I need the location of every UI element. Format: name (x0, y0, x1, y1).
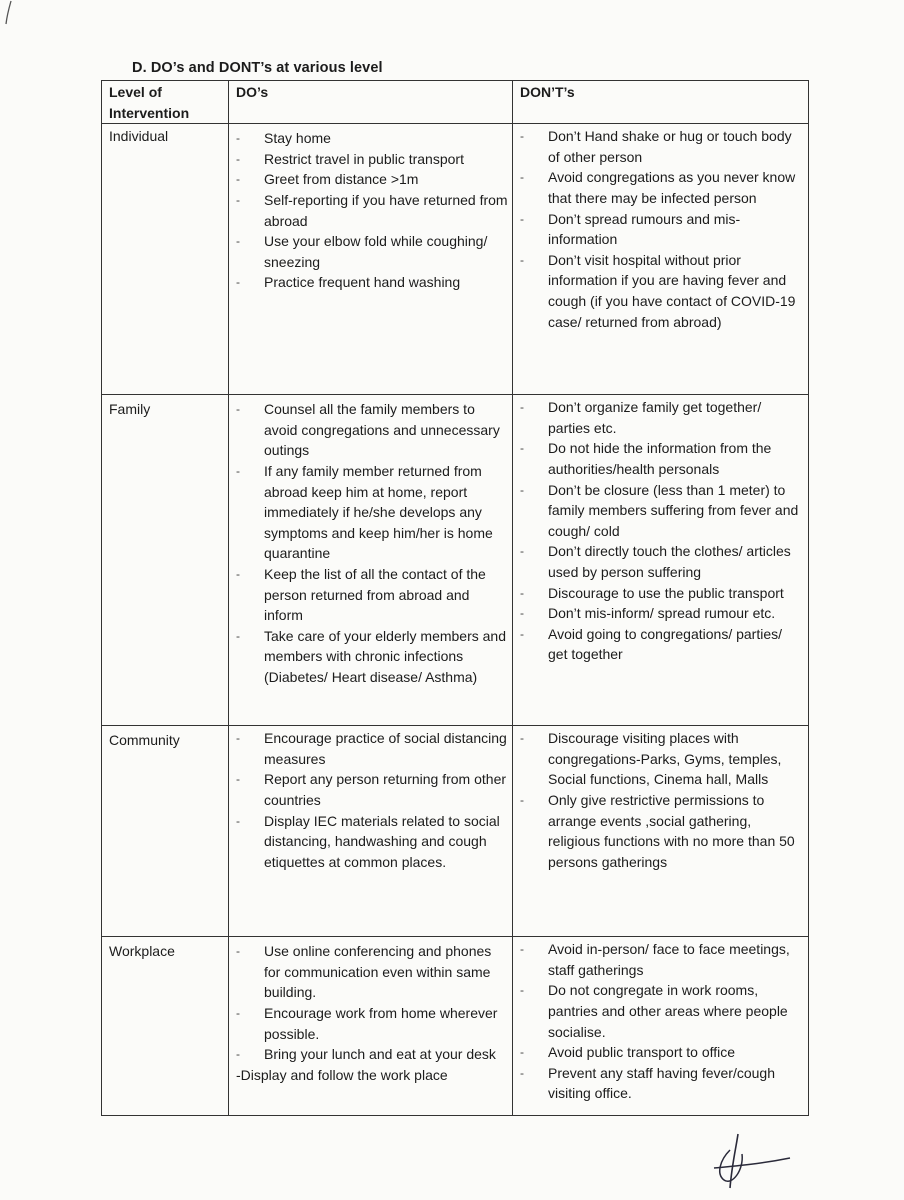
list-item: - Don’t directly touch the clothes/ articles used by person suffering (520, 541, 804, 582)
dos-cell (229, 124, 513, 395)
header-level: Level of Intervention (102, 81, 229, 124)
donts-cell (513, 395, 809, 726)
list-item: - Don’t spread rumours and mis-information (520, 209, 804, 250)
table-row (102, 124, 809, 395)
list-item: - Do not congregate in work rooms, pantries and other areas where people socialise. (520, 980, 804, 1042)
list-item: - Don’t be closure (less than 1 meter) to family members suffering from fever and cough/ cold (520, 480, 804, 542)
list-item: - Avoid going to congregations/ parties/ get together (520, 624, 804, 665)
list-item: - Only give restrictive permissions to arrange events ,social gathering, religious functions with no more than 50 persons gatherings (520, 790, 804, 872)
list-item: - Practice frequent hand washing (236, 272, 508, 293)
list-item: - Use online conferencing and phones for communication even within same building. (236, 941, 508, 1003)
level-cell: Workplace (102, 937, 229, 1116)
list-item: - Take care of your elderly members and members with chronic infections (Diabetes/ Heart disease/ Asthma) (236, 626, 508, 688)
header-donts: DON’T’s (513, 81, 809, 124)
list-item: - Encourage practice of social distancing measures (236, 728, 508, 769)
list-item: - Don’t visit hospital without prior information if you are having fever and cough (if you have contact of COVID-19 case/ returned from abroad) (520, 250, 804, 332)
dos-cell (229, 726, 513, 937)
list-item: - Restrict travel in public transport (236, 149, 508, 170)
list-item: - Self-reporting if you have returned from abroad (236, 190, 508, 231)
list-item: - Don’t organize family get together/ parties etc. (520, 397, 804, 438)
list-item: - Report any person returning from other countries (236, 769, 508, 810)
donts-cell (513, 726, 809, 937)
list-item: - If any family member returned from abroad keep him at home, report immediately if he/she develops any symptoms and keep him/her is home quarantine (236, 461, 508, 564)
dos-donts-table (101, 80, 809, 1116)
list-item: - Avoid in-person/ face to face meetings, staff gatherings (520, 939, 804, 980)
dos-cell (229, 395, 513, 726)
dos-cell (229, 937, 513, 1116)
table-row (102, 726, 809, 937)
list-item: - Greet from distance >1m (236, 169, 508, 190)
list-item: - Discourage to use the public transport (520, 583, 804, 604)
donts-cell (513, 937, 809, 1116)
list-item: - Do not hide the information from the authorities/health personals (520, 438, 804, 479)
list-item: - Stay home (236, 128, 508, 149)
pen-mark (2, 0, 16, 26)
signature (708, 1130, 794, 1192)
list-item: - Display IEC materials related to social distancing, handwashing and cough etiquettes at common places. (236, 811, 508, 873)
list-item: - Avoid public transport to office (520, 1042, 804, 1063)
header-dos: DO’s (229, 81, 513, 124)
donts-cell (513, 124, 809, 395)
list-item: - Discourage visiting places with congregations-Parks, Gyms, temples, Social functions, Cinema hall, Malls (520, 728, 804, 790)
section-heading: D. DO’s and DONT’s at various level (132, 60, 383, 76)
table-row (102, 395, 809, 726)
list-item: - Counsel all the family members to avoid congregations and unnecessary outings (236, 399, 508, 461)
list-item: -Display and follow the work place (236, 1066, 448, 1083)
table-header-row (102, 81, 809, 124)
list-item: - Don’t mis-inform/ spread rumour etc. (520, 603, 804, 624)
list-item: - Avoid congregations as you never know that there may be infected person (520, 167, 804, 208)
list-item: - Encourage work from home wherever possible. (236, 1003, 508, 1044)
list-item: - Don’t Hand shake or hug or touch body of other person (520, 126, 804, 167)
table-row (102, 937, 809, 1116)
list-item: - Use your elbow fold while coughing/ sneezing (236, 231, 508, 272)
level-cell: Individual (102, 124, 229, 395)
level-cell: Family (102, 395, 229, 726)
list-item: - Bring your lunch and eat at your desk (236, 1044, 508, 1065)
list-item: - Prevent any staff having fever/cough visiting office. (520, 1063, 804, 1104)
list-item: - Keep the list of all the contact of the person returned from abroad and inform (236, 564, 508, 626)
level-cell: Community (102, 726, 229, 937)
